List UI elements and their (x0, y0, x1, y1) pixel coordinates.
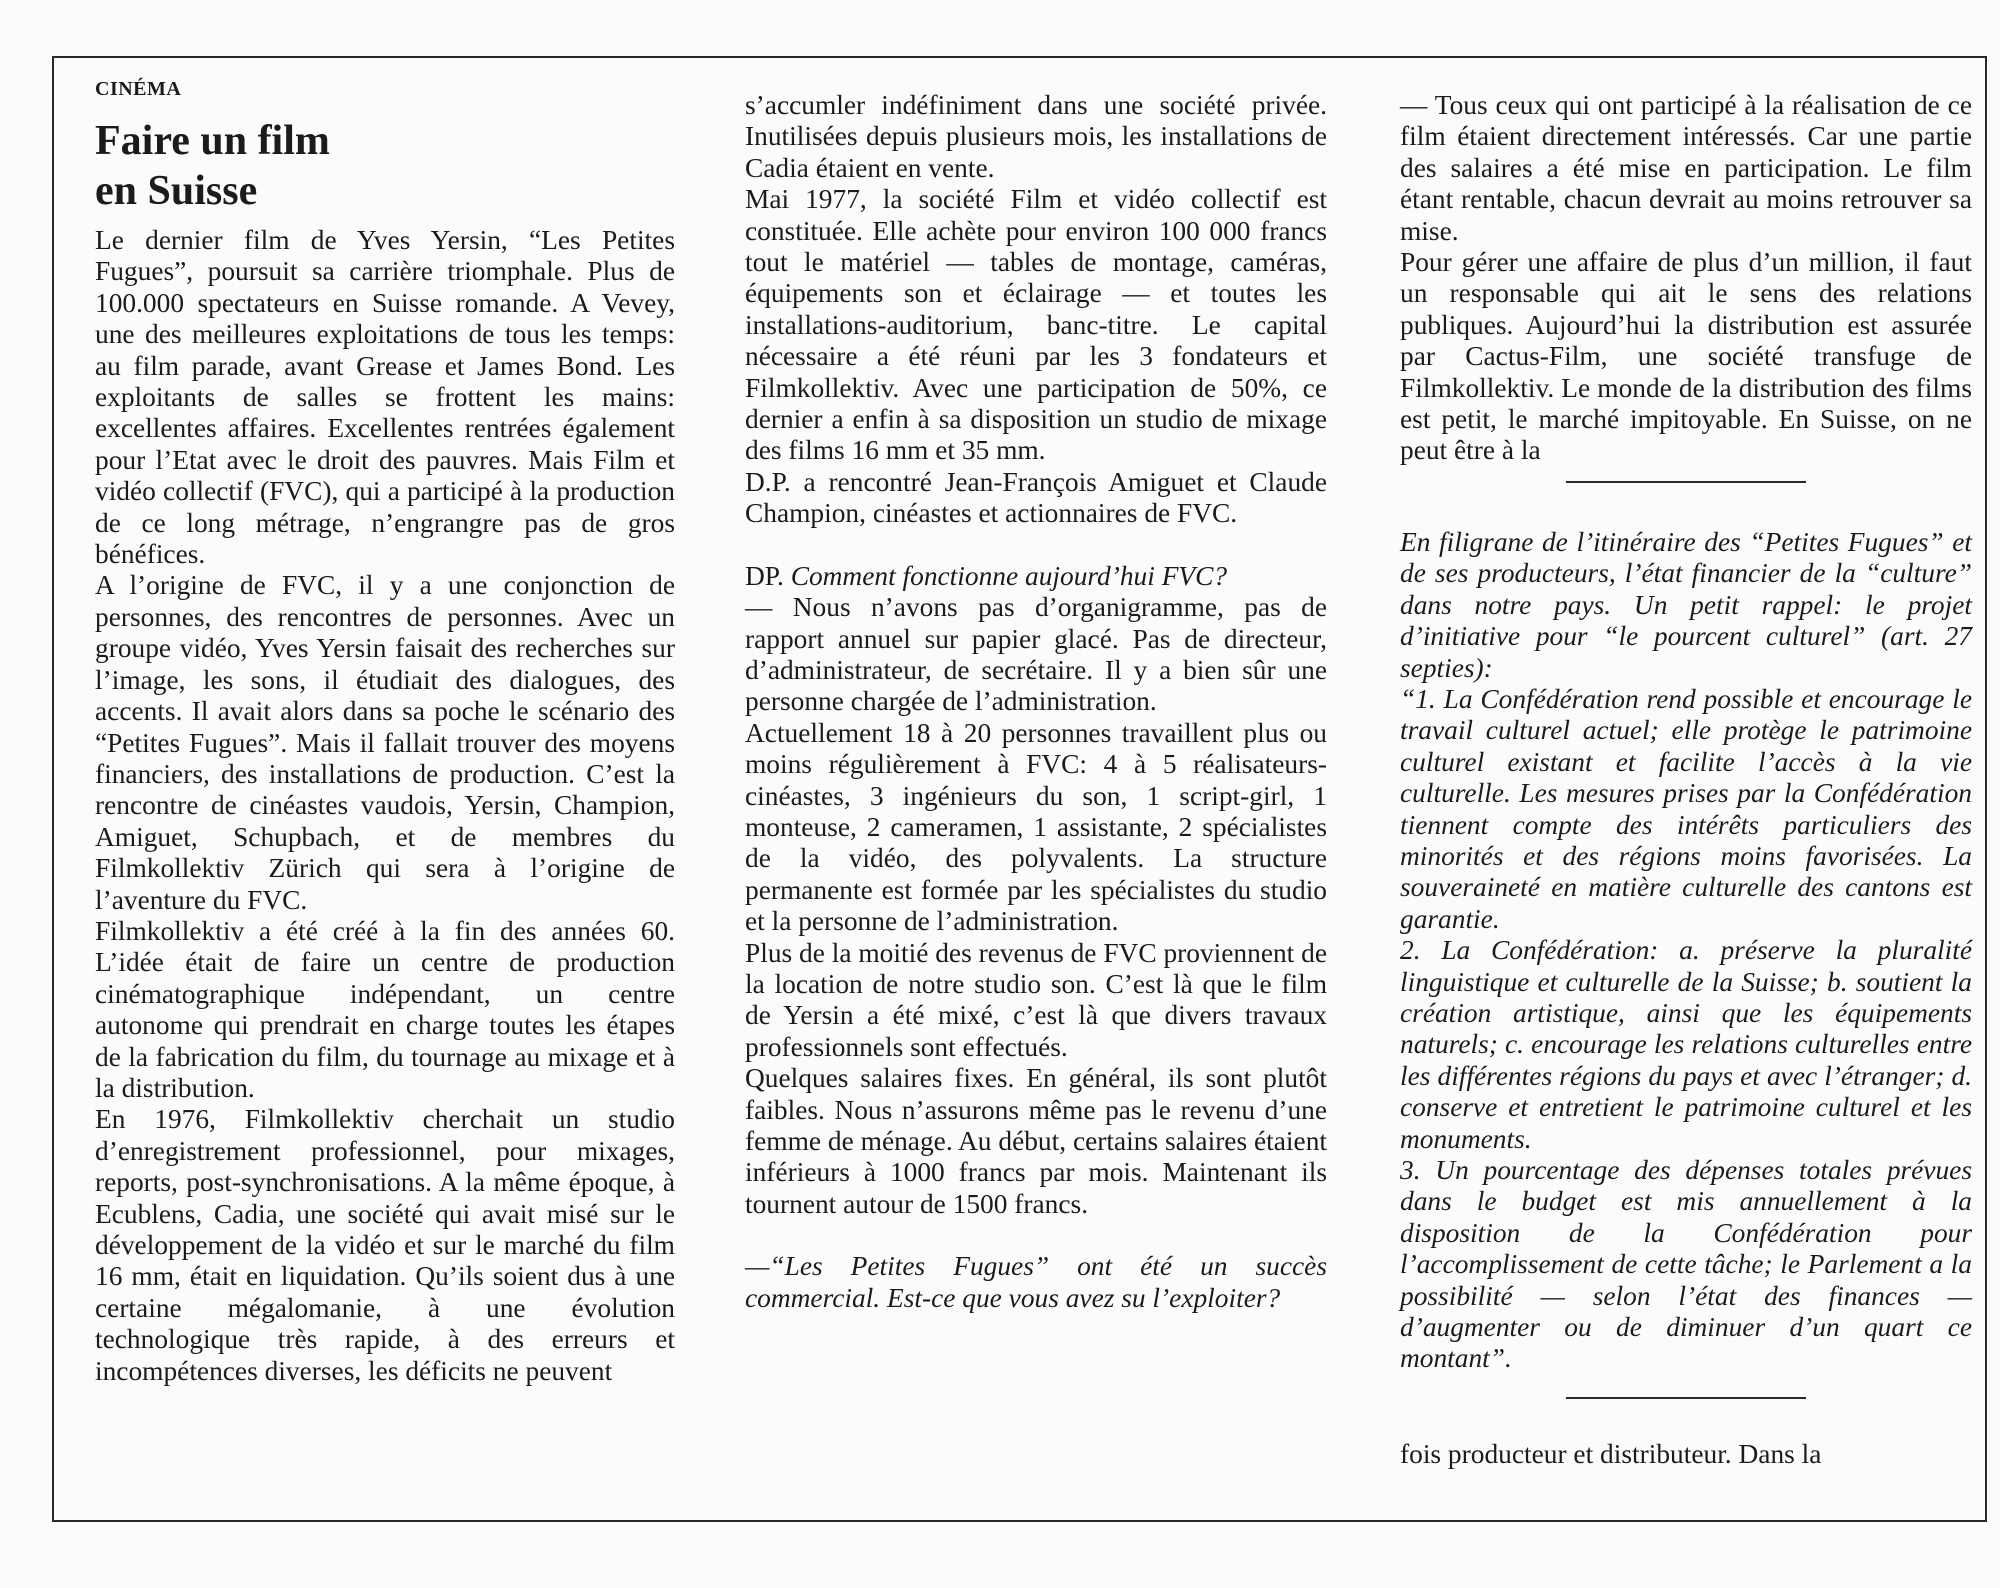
box-article-3: 3. Un pourcentage des dépenses totales prévues dans le budget est mis annuellement à la disposition de la Confédération pour l’accomplissement de cette tâche; le Parlement a la possibilité — selon l’état des finances — d’augmenter ou de diminuer d’un quart ce montant”. (1400, 1155, 1972, 1374)
paragraph: Le dernier film de Yves Yersin, “Les Petites Fugues”, poursuit sa carrière triomphale. Plus de 100.000 spectateurs en Suisse romande. A Vevey, une des meilleures exploitations de tous les temps: au film parade, avant Grease et James Bond. Les exploitants de salles se frottent les mains: excellentes affaires. Excellentes rentrées également pour l’Etat avec le droit des pauvres. Mais Film et vidéo collectif (FVC), qui a participé à la production de ce long métrage, n’engrangre pas de gros bénéfices. (95, 225, 675, 570)
paragraph: — Tous ceux qui ont participé à la réalisation de ce film étaient directement intéressés. Car une partie des salaires a été mise en participation. Le film étant rentable, chacun devrait au moins retrouver sa mise. (1400, 90, 1972, 246)
paragraph: Quelques salaires fixes. En général, ils sont plutôt faibles. Nous n’assurons même pas le revenu d’une femme de ménage. Au début, certains salaires étaient inférieurs à 1000 francs par mois. Maintenant ils tournent autour de 1500 francs. (745, 1063, 1327, 1219)
spacer (1400, 1375, 1972, 1397)
paragraph: fois producteur et distributeur. Dans la (1400, 1438, 1822, 1469)
spacer (745, 1220, 1327, 1251)
interview-question (745, 561, 1327, 592)
article-headline (95, 116, 330, 216)
paragraph: — Nous n’avons pas d’organigramme, pas de rapport annuel sur papier glacé. Pas de directeur, d’administrateur, de secrétaire. Il y a bien sûr une personne chargée de l’administration. (745, 592, 1327, 717)
column-1 (95, 225, 675, 1387)
sidebar-box (1400, 527, 1972, 1375)
section-label: CINÉMA (95, 78, 182, 100)
paragraph: s’accumler indéfiniment dans une société privée. Inutilisées depuis plusieurs mois, les installations de Cadia étaient en vente. (745, 90, 1327, 183)
headline-line-1: Faire un film (95, 118, 330, 164)
box-intro: En filigrane de l’itinéraire des “Petites Fugues” et de ses producteurs, l’état financier de la “culture” dans notre pays. Un petit rappel: le projet d’initiative pour “le pourcent culturel” (art. 27 septies): (1400, 526, 1972, 683)
spacer (1400, 483, 1972, 527)
column-2 (745, 90, 1327, 1314)
column-3 (1400, 90, 1972, 1470)
question-text: Comment fonctionne aujourd’hui FVC? (790, 560, 1228, 591)
paragraph: Actuellement 18 à 20 personnes travaillent plus ou moins régulièrement à FVC: 4 à 5 réalisateurs-cinéastes, 3 ingénieurs du son, 1 script-girl, 1 monteuse, 2 cameramen, 1 assistante, 2 spécialistes de la vidéo, des polyvalents. La structure permanente est formée par les spécialistes du studio et la personne de l’administration. (745, 717, 1327, 937)
interview-question: —“Les Petites Fugues” ont été un succès commercial. Est-ce que vous avez su l’exploiter? (745, 1251, 1327, 1313)
headline-line-2: en Suisse (95, 168, 258, 214)
question-prefix: DP. (745, 560, 791, 591)
paragraph: D.P. a rencontré Jean-François Amiguet et Claude Champion, cinéastes et actionnaires de FVC. (745, 466, 1327, 529)
spacer (745, 530, 1327, 561)
paragraph: Mai 1977, la société Film et vidéo collectif est constituée. Elle achète pour environ 100 000 francs tout le matériel — tables de montage, caméras, équipements son et éclairage — et toutes les installations-auditorium, banc-titre. Le capital nécessaire a été réuni par les 3 fondateurs et Filmkollektiv. Avec une participation de 50%, ce dernier a enfin à sa disposition un studio de mixage des films 16 mm et 35 mm. (745, 184, 1327, 466)
paragraph: Pour gérer une affaire de plus d’un million, il faut un responsable qui ait le sens des relations publiques. Aujourd’hui la distribution est assurée par Cactus-Film, une société transfuge de Filmkollektiv. Le monde de la distribution des films est petit, le marché impitoyable. En Suisse, on ne peut être à la (1400, 247, 1972, 466)
paragraph: A l’origine de FVC, il y a une conjonction de personnes, des rencontres de personnes. Avec un groupe vidéo, Yves Yersin faisait des recherches sur l’image, les sons, il étudiait des dialogues, des accents. Il avait alors dans sa poche le scénario des “Petites Fugues”. Mais il fallait trouver des moyens financiers, des installations de production. C’est la rencontre de cinéastes vaudois, Yersin, Champion, Amiguet, Schupbach, et de membres du Filmkollektiv Zürich qui sera à l’origine de l’aventure du FVC. (95, 570, 675, 915)
paragraph: En 1976, Filmkollektiv cherchait un studio d’enregistrement professionnel, pour mixages, reports, post-synchronisations. A la même époque, à Ecublens, Cadia, une société qui avait misé sur le développement de la vidéo et sur le marché du film 16 mm, était en liquidation. Qu’ils soient dus à une certaine mégalomanie, à une évolution technologique très rapide, à des erreurs et incompétences diverses, les déficits ne peuvent (95, 1104, 675, 1386)
box-article-2: 2. La Confédération: a. préserve la pluralité linguistique et culturelle de la Suisse; b. soutient la création artistique, ainsi que les équipements naturels; c. encourage les relations culturelles entre les différentes régions du pays et avec l’étranger; d. conserve et entretient le patrimoine culturel et les monuments. (1400, 935, 1972, 1154)
box-article-1: “1. La Confédération rend possible et encourage le travail culturel actuel; elle protège le patrimoine culturel existant et facilite l’accès à la vie culturelle. Les mesures prises par la Confédération tiennent compte des intérêts particuliers des minorités et des régions moins favorisées. La souveraineté en matière culturelle des cantons est garantie. (1400, 683, 1972, 934)
paragraph: Filmkollektiv a été créé à la fin des années 60. L’idée était de faire un centre de production cinématographique indépendant, un centre autonome qui prendrait en charge toutes les étapes de la fabrication du film, du tournage au mixage et à la distribution. (95, 915, 675, 1103)
spacer (1400, 1399, 1972, 1439)
paragraph: Plus de la moitié des revenus de FVC proviennent de la location de notre studio son. C’est là que le film de Yersin a été mixé, c’est là que divers travaux professionnels sont effectués. (745, 937, 1327, 1062)
